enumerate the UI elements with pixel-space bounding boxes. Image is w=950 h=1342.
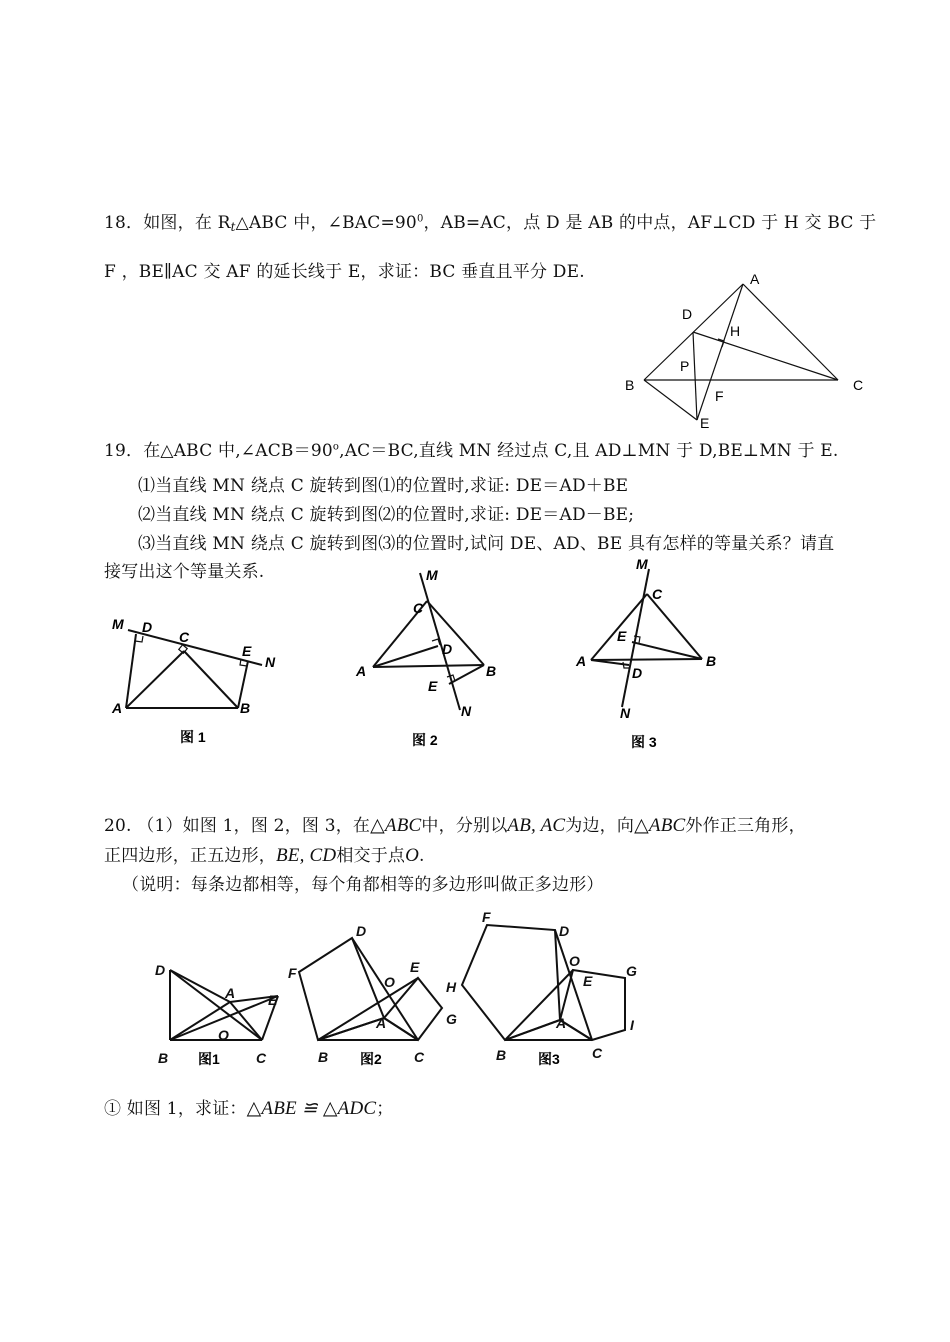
q19-part1: ⑴当直线 MN 绕点 C 旋转到图⑴的位置时,求证: DE＝AD＋BE: [138, 476, 629, 496]
q19-f2-label-n: N: [461, 703, 472, 719]
q18-label-e: E: [700, 415, 710, 431]
q19-f2-label-a: A: [356, 663, 367, 679]
q18-figure: [620, 268, 870, 433]
q20-f2-label-b: B: [318, 1049, 329, 1065]
q20-sub1: ① 如图 1，求证：△ABE ≌ △ADC；: [104, 1098, 394, 1119]
q19-f2-label-d: D: [442, 641, 453, 657]
q19-f3-label-e: E: [617, 628, 627, 644]
q18-label-h: H: [730, 323, 741, 339]
q18-label-p: P: [680, 358, 690, 374]
q19-f1-label-m: M: [112, 616, 124, 632]
q19-figure-3: [570, 555, 730, 755]
q20-note: （说明：每条边都相等，每个角都相等的多边形叫做正多边形）: [122, 875, 604, 895]
q20-f2-label-o: O: [384, 974, 395, 990]
q19-f3-label-d: D: [632, 665, 643, 681]
q18-line2: F ，BE∥AC 交 AF 的延长线于 E，求证：BC 垂直且平分 DE.: [104, 262, 585, 282]
q20-figures: [150, 905, 650, 1075]
q18-label-c: C: [853, 377, 864, 393]
q19-f2-label-e: E: [428, 678, 438, 694]
q18-label-a: A: [750, 271, 760, 287]
q19-f3-caption: 图 3: [631, 734, 657, 750]
q19-part2: ⑵当直线 MN 绕点 C 旋转到图⑵的位置时,求证: DE＝AD－BE;: [138, 505, 635, 525]
q19-f1-label-b: B: [240, 700, 251, 716]
q18-label-b: B: [625, 377, 635, 393]
q19-f2-caption: 图 2: [412, 732, 438, 748]
q20-f1-label-o: O: [218, 1027, 229, 1043]
q18-label-d: D: [682, 306, 693, 322]
q20-f2-caption: 图2: [360, 1051, 382, 1067]
q20-f3-label-g: G: [626, 963, 637, 979]
q20-f1-label-b: B: [158, 1050, 169, 1066]
q19-f1-label-c: C: [179, 629, 190, 645]
q20-f3-label-e: E: [583, 973, 593, 989]
q20-line2: 正四边形，正五边形，BE, CD相交于点O.: [104, 845, 425, 866]
q20-f3-label-f: F: [482, 909, 491, 925]
q19-f2-label-b: B: [486, 663, 497, 679]
q20-f2-label-a: A: [376, 1015, 387, 1031]
q19-f3-label-c: C: [652, 586, 663, 602]
q20-f3-label-h: H: [446, 979, 457, 995]
q19-f2-label-m: M: [426, 567, 438, 583]
q19-f3-label-n: N: [620, 705, 631, 721]
q20-f3-label-b: B: [496, 1047, 507, 1063]
q20-f1-label-d: D: [155, 962, 166, 978]
q20-f1-caption: 图1: [198, 1051, 220, 1067]
q20-f1-label-a: A: [225, 985, 236, 1001]
q20-f3-label-a: A: [556, 1015, 567, 1031]
q20-f3-label-i: I: [630, 1017, 634, 1033]
q20-f2-label-f: F: [288, 965, 297, 981]
q20-line1: 20. （1）如图 1，图 2，图 3，在△ABC中，分别以AB, AC为边，向△ABC外作正三角形，: [104, 815, 806, 836]
q19-f3-label-m: M: [636, 556, 648, 572]
q19-f2-label-c: C: [413, 600, 424, 616]
q20-f1-label-e: E: [268, 992, 278, 1008]
q20-f3-caption: 图3: [538, 1051, 560, 1067]
q20-f2-label-e: E: [410, 959, 420, 975]
q20-f3-label-c: C: [592, 1045, 603, 1061]
q20-f2-label-c: C: [414, 1049, 425, 1065]
q19-f1-label-a: A: [112, 700, 123, 716]
q19-f3-label-b: B: [706, 653, 717, 669]
q19-figure-2: [350, 560, 510, 755]
q20-f2-label-g: G: [446, 1011, 457, 1027]
q19-stem: 19．在△ABC 中$,\angle ACB=90^o,AC=BC$,直线 MN 经过点 C,且 AD⊥MN 于 D,BE⊥MN 于 E.: [104, 441, 839, 461]
q18-line1: 18．如图，在 Rt△ABC 中，$\angle BAC=90^0$，AB=AC，点 D 是 AB 的中点，AF⊥CD 于 H 交 BC 于: [104, 213, 877, 234]
q20-f3-label-d: D: [559, 923, 570, 939]
q19-figure-1: [105, 610, 285, 750]
q19-f1-label-e: E: [242, 643, 252, 659]
q20-f3-label-o: O: [569, 953, 580, 969]
q18-label-f: F: [715, 388, 724, 404]
q20-f1-label-c: C: [256, 1050, 267, 1066]
q19-f1-label-d: D: [142, 619, 153, 635]
q19-f3-label-a: A: [576, 653, 587, 669]
q19-f1-caption: 图 1: [180, 729, 206, 745]
q20-f2-label-d: D: [356, 923, 367, 939]
q19-f1-label-n: N: [265, 654, 276, 670]
q19-part3-cont: 接写出这个等量关系.: [104, 562, 265, 582]
q19-part3: ⑶当直线 MN 绕点 C 旋转到图⑶的位置时,试问 DE、AD、BE 具有怎样的等量关系？请直: [138, 534, 835, 554]
